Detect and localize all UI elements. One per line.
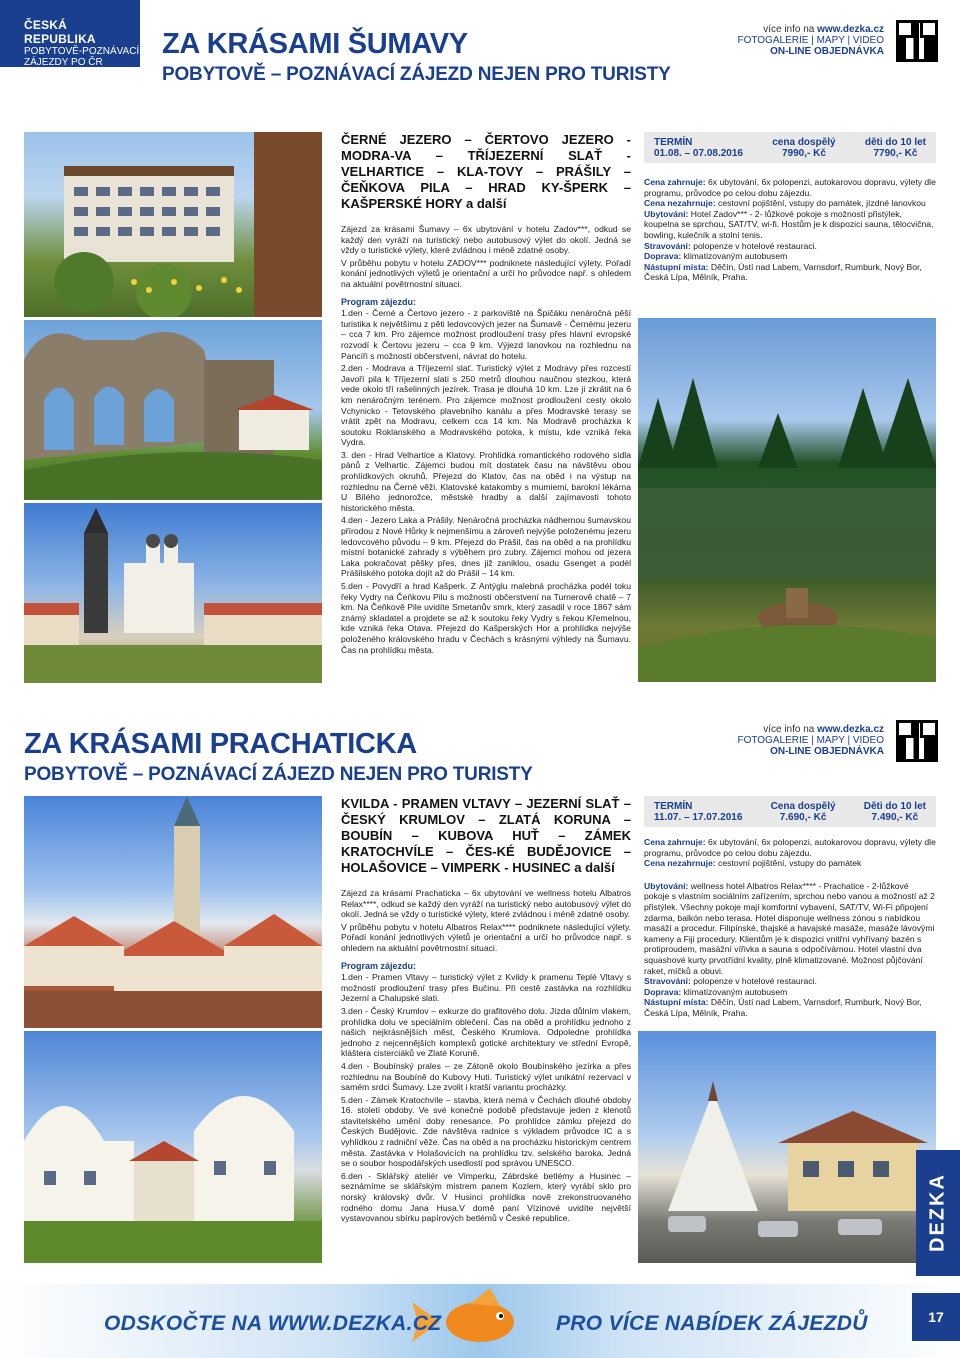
tour2-media-links[interactable]: FOTOGALERIE | MAPY | VIDEO [737, 735, 884, 746]
banner-left-text[interactable]: ODSKOČTE NA WWW.DEZKA.CZ [104, 1312, 442, 1335]
tour2-day-6: 6.den - Sklářský ateliér ve Vimperku, Zábrdské betlémy a Husinec – seznámíme se sklářským mistrem panem Kozlem, který vyrábí sklo pro norský královský dvůr. V Husinci prohlídka nově zrekonstruovaného rodného domu Jana Husa.V domě paní Vízinové uvidíte největší vystavovanou sbírku papírových betlémů v České republice. [341, 1170, 631, 1224]
town-square-photo [24, 503, 322, 683]
hotel-albatros-photo [638, 1031, 936, 1263]
tour1-child-price: 7790,- Kč [873, 148, 918, 159]
tour2-more-info: více info na www.dezka.cz FOTOGALERIE | MAPY | VIDEO ON-LINE OBJEDNÁVKA [737, 724, 884, 757]
tour1-day-5: 5.den - Povydří a hrad Kašperk. Z Antýglu malebná procházka podél toku řeky Vydry na Čeňkovu Pilu s možností občerstvení na Turnerově chatě – 7 km. Na Čeňkově Pile uvidíte Smetanův smrk, který zasadil v roce 1867 sám známý skladatel a projdete se až k soutoku řeky Vydry s řekou Křemelnou, kde vzniká řeka Otava. Přejezd do Kašperských Hor a prohlídka nejvýše položeného královského hradu v Čechách s krásnými výhledy na Šumavu. Čas na prohlídku města. [341, 581, 631, 655]
tour2-info-list: Cena zahrnuje: 6x ubytování, 6x polopenzi, autokarovou dopravu, výlety dle programu, průvodce po celou dobu zájezdu. Cena nezahrnuje: cestovní pojištění, vstupy do památek Ubytování: wellness hotel Albatros Relax**** - Prachatice - 2-lůžkové pokoje s vlastním sociálním zařízením, sprchou nebo vanou a možností až 2 přistýlek. Všechny pokoje mají komfortní vybavení, SAT/TV, Wi-Fi připojení zdarma, balkón nebo terasa. Hotel disponuje wellness zónou s nabídkou masáží a procedur. Filipínské, thajské a havajské masáže, masáže lávovými kameny a Fiji procedury. Klientům je k dispozici vnitřní vyhřívaný bazén s protiproudem, masážní vířivka a sauna s odpočívárnou. Hotel vlastní dva squashové kurty prvotřídní kvality, plně klimatizované. Možnost půjčování raket, míčků a obuvi. Stravování: polopenze v hotelové restauraci. Doprava: klimatizovaným autobusem Nástupní místa: Děčín, Ústí nad Labem, Varnsdorf, Rumburk, Nový Bor, Česká Lípa, Mělník, Praha. [644, 837, 936, 1018]
tour2-website-link[interactable]: www.dezka.cz [817, 724, 884, 735]
tour2-term-box: TERMÍN 11.07. – 17.07.2016 Cena dospělý 7.690,- Kč Děti do 10 let 7.490,- Kč [644, 796, 936, 827]
region-type: POBYTOVĚ-POZNÁVACÍ [24, 46, 140, 57]
tour1-day-2: 2.den - Modrava a Tříjezerní slať. Turistický výlet z Modravy přes rozcestí Javoří pila k Tříjezerní slati s 250 metrů dlouhou naučnou stezkou, která vede okolo tří rašelinných jezírek. Trasa je dlouhá 10 km. Lze ji zkrátit na 6 km nenáročným terénem. Pro zájemce možnost prodloužení cesty okolo Vchynicko - Tetovského plavebního kanálu a přes Modravské terasy se vrátit zpět na Modravu, celkem cca 14 km. Na Modravě procházka k soutoku Roklanského a Modravského potoka, k místu, kde vzniká řeka Vydra. [341, 363, 631, 448]
tour1-day-3: 3. den - Hrad Velhartice a Klatovy. Prohlídka romantického rodového sídla pánů z Velhartic. Zájemci budou mít dostatek času na návštěvu obou prohlídkových okruhů. Přejezd do Klatov, čas na oběd i na výstup na rozhlednu na Černé věži. Klatovské katakomby s mumiemi, barokní lékárna U Bílého jednorožce, městské hradby a další zajímavosti tohoto historického města. [341, 449, 631, 513]
tour2-lead: KVILDA - PRAMEN VLTAVY – JEZERNÍ SLAŤ – ČESKÝ KRUMLOV – ZLATÁ KORUNA – BOUBÍN – KUBOVA HUŤ – ZÁMEK KRATOCHVÍLE – ČES-KÉ BUDĚJOVICE – HOLAŠOVICE – VIMPERK - HUSINEC a další [341, 796, 631, 875]
banner-right-text: PRO VÍCE NABÍDEK ZÁJEZDŮ [556, 1312, 868, 1335]
bottom-banner [0, 1284, 960, 1358]
region-country: ČESKÁ REPUBLIKA [24, 18, 96, 46]
tour2-day-3: 3.den - Český Krumlov – exkurze do grafitového dolu. Jízda důlním vlakem, prohlídka dolu ve speciálním oblečení. Čas na oběd a prohlídku jednoho z našich nejkrásnějších měst, Českého Krumlova. Odpoledne prohlídka jednoho z nejcennějších komplexů gotické architektury ve střední Evropě, kláštera cisterciáků ve Zlaté Koruně. [341, 1005, 631, 1059]
region-tag [0, 0, 140, 67]
tour2-term-dates: 11.07. – 17.07.2016 [654, 812, 743, 823]
tour2-day-1: 1.den - Pramen Vltavy – turistický výlet z Kvildy k pramenu Teplé Vltavy s možností prodloužení trasy přes Bučinu. Při cestě zastávka na rozhlídku Jezerní a Chalupské slati. [341, 972, 631, 1004]
tour1-intro2: V průběhu pobytu v hotelu ZADOV*** podniknete následující výlety. Pořadí konání jednotlivých výletů je orientační a určí ho průvodce např. s ohledem na aktuální povětrnostní situaci. [341, 257, 631, 289]
tour2-qr-code [896, 720, 938, 762]
tour2-day-4: 4.den - Boubínský prales – ze Zátoně okolo Boubínského jezírka a přes rozhlednu na Boubíně do Kubovy Huti. Turistický výlet unikátní rezervací v samém srdci Šumavy. Lze zvolit i kratší variantu procházky. [341, 1060, 631, 1093]
tour1-qr-code [896, 20, 938, 62]
dezka-logo: DEZKA [916, 1150, 960, 1276]
castle-ruins-photo [24, 320, 322, 500]
tour1-term-dates: 01.08. – 07.08.2016 [654, 148, 743, 159]
tour2-adult-price: 7.690,- Kč [779, 812, 827, 823]
tour2-text-column [341, 796, 631, 1226]
tour2-intro2: V průběhu pobytu v hotelu Albatros Relax**** podniknete následující výlety. Pořadí konání jednotlivých výletů je orientační a určí ho průvodce např. s ohledem na aktuální povětrnostní situaci. [341, 921, 631, 953]
tour1-program-title: Program zájezdu: [341, 296, 417, 307]
krumlov-photo [24, 796, 322, 1028]
tour1-subtitle: POBYTOVĚ – POZNÁVACÍ ZÁJEZD NEJEN PRO TURISTY [162, 64, 671, 85]
tour2-info-column [644, 796, 936, 1019]
hotel-photo [24, 132, 322, 317]
holasovice-photo [24, 1031, 322, 1263]
tour1-text-column [341, 132, 631, 657]
tour2-intro: Zájezd za krásami Prachaticka – 6x ubytování ve wellness hotelu Albatros Relax****, odkud se každý den vyráží na turistický nebo autobusový výlet do okolí. Jedná se vždy o turistické výlety, které zvládnou i méně zdatné osoby. [341, 888, 631, 920]
lake-photo [638, 318, 936, 682]
tour1-day-4: 4.den - Jezero Laka a Prášily. Nenáročná procházka nádhernou šumavskou přírodou z Nové Hůrky k nejmenšímu a zároveň nejvýše položenému jezeru ledovcového původu – 9 km. Přejezd do Prášil, čas na oběd a na prohlídku místní botanické zahrady s výběhem pro zubry. Zájemci mohou od jezera Laka pokračovat pěšky přes, dnes již zaniklou, osadu Gsenget a podél Prášilského potoka dojít až do Prášil – 14 km. [341, 515, 631, 579]
tour2-subtitle: POBYTOVĚ – POZNÁVACÍ ZÁJEZD NEJEN PRO TURISTY [24, 764, 533, 785]
tour2-title: ZA KRÁSAMI PRACHATICKA [24, 728, 417, 760]
tour2-child-price: 7.490,- Kč [871, 812, 919, 823]
tour2-body [341, 888, 631, 1224]
tour1-day-1: 1.den - Černé a Čertovo jezero - z parkoviště na Špičáku nenáročná pěší turistika k největšímu z pěti ledovcových jezer na Šumavě - Černému jezeru – cca 7 km. Pro zájemce možnost prodloužení trasy přes hlavní evropské rozvodí k Čertovu jezeru – cca 9 km. Výjezd lanovkou na rozhlednu na Pancíři s možností občerstvení, návrat do hotelu. [341, 308, 631, 361]
tour1-lead: ČERNÉ JEZERO – ČERTOVO JEZERO - MODRA-VA – TŘÍJEZERNÍ SLAŤ - VELHARTICE – KLA-TOVY – PRÁŠILY – ČEŇKOVA PILA – HRAD KY-ŠPERK – KAŠPERSKÉ HORY a další [341, 132, 631, 211]
tour2-day-5: 5.den - Zámek Kratochvíle – stavba, která nemá v Čechách dlouhé obdoby 16. století obdoby. Ve své konečné podobě představuje jeden z klenotů stavitelského umění doby renesance. Po prohlídce zámku přejezd do Českých Budějovic. Zde návštěva radnice s výkladem průvodce IC a s vyhlídkou z radniční věže. Čas na oběd a na procházku historickým centrem města. Zastávka v Holašovicích na prohlídku tzv. selského baroka. Jedná se o soubor hospodářských usedlostí pod správou UNESCO. [341, 1094, 631, 1169]
tour1-more-info: více info na www.dezka.cz FOTOGALERIE | MAPY | VIDEO ON-LINE OBJEDNÁVKA [737, 24, 884, 57]
tour1-title: ZA KRÁSAMI ŠUMAVY [162, 28, 468, 60]
tour2-online-order-link[interactable]: ON-LINE OBJEDNÁVKA [770, 746, 884, 757]
tour1-info-column [644, 132, 936, 283]
tour1-body [341, 224, 631, 655]
region-scope: ZÁJEZDY PO ČR [24, 57, 103, 68]
tour1-online-order-link[interactable]: ON-LINE OBJEDNÁVKA [770, 46, 884, 57]
tour1-website-link[interactable]: www.dezka.cz [817, 24, 884, 35]
tour1-info-list: Cena zahrnuje: 6x ubytování, 6x polopenzi, autokarovou dopravu, výlety dle programu, průvodce po celou dobu zájezdu. Cena nezahrnuje: cestovní pojištění, vstupy do památek, jízdné lanovkou Ubytování: Hotel Zadov*** - 2- lůžkové pokoje s možností přistýlek, koupelna se sprchou, SAT/TV, wi-fi. Hostům je k dispozici sauna, tělocvična, bowling, kulečník a stolní tenis. Stravování: polopenze v hotelové restauraci. Doprava: klimatizovaným autobusem Nástupní místa: Děčín, Ústí nad Labem, Varnsdorf, Rumburk, Nový Bor, Česká Lípa, Mělník, Praha. [644, 177, 936, 283]
tour1-intro: Zájezd za krásami Šumavy – 6x ubytování v hotelu Zadov***, odkud se každý den vyráží na turistický nebo autobusový výlet do okolí. Jedná se vždy o turistické výlety, které zvládnou i méně zdatné osoby. [341, 224, 631, 256]
tour1-media-links[interactable]: FOTOGALERIE | MAPY | VIDEO [737, 35, 884, 46]
tour1-term-box: TERMÍN 01.08. – 07.08.2016 cena dospělý 7990,- Kč děti do 10 let 7790,- Kč [644, 132, 936, 163]
page-number: 17 [912, 1293, 960, 1341]
tour2-program-title: Program zájezdu: [341, 960, 417, 971]
tour1-adult-price: 7990,- Kč [781, 148, 826, 159]
